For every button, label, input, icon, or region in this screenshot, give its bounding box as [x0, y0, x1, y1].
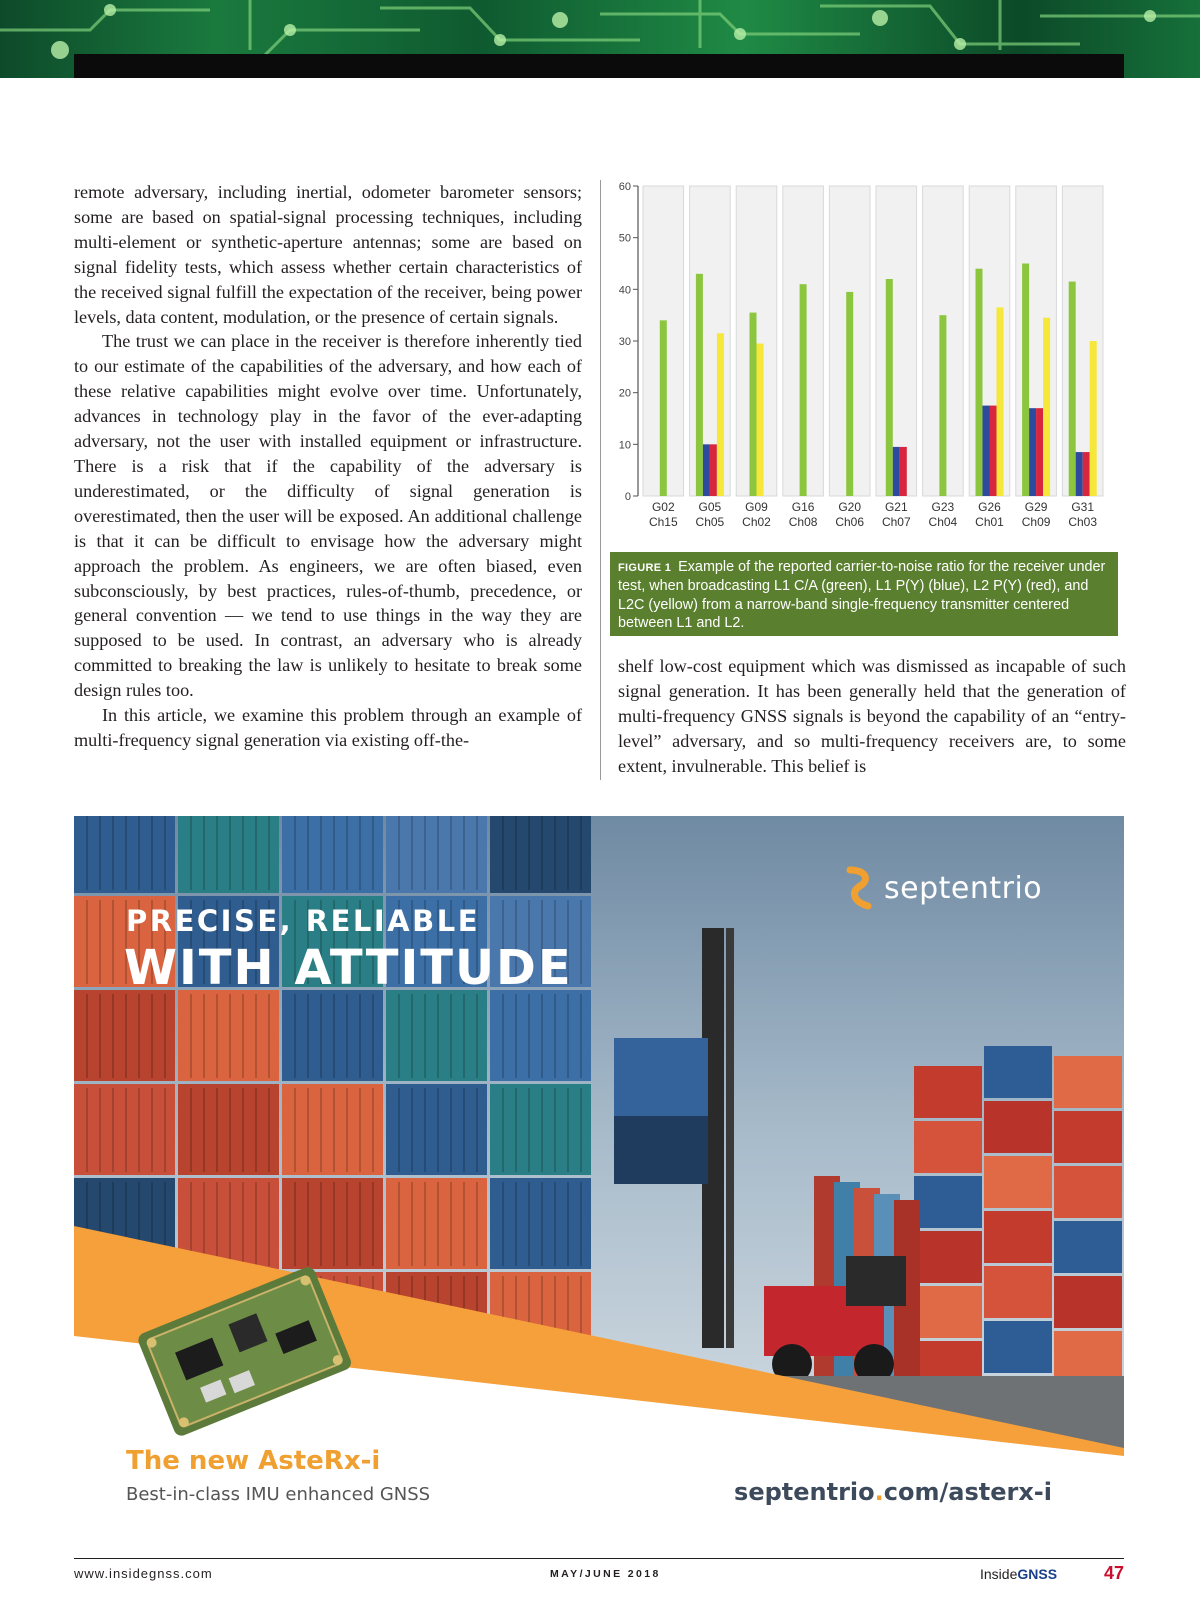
y-tick-label: 60 [618, 181, 631, 193]
footer-issue-date: MAY/JUNE 2018 [550, 1568, 661, 1580]
bar [1022, 264, 1029, 497]
shipping-container [386, 1178, 487, 1269]
shipping-container [74, 990, 175, 1081]
x-tick-label-satellite: G26 [978, 500, 1001, 514]
shipping-container [1054, 1331, 1122, 1383]
x-tick-label-satellite: G20 [838, 500, 862, 514]
header-black-bar [74, 54, 1124, 78]
y-tick-label: 50 [618, 232, 631, 245]
shipping-container [490, 1178, 591, 1269]
shipping-container [1054, 1166, 1122, 1218]
paragraph: remote adversary, including inertial, odometer barometer sensors; some are based on spatial-signal processing techniques, including multi-element or synthetic-aperture antennas; some are based on signal fidelity tests, which assess whether certain characteristics of the received signal fulfill the expectation of the receiver, being power levels, data content, modulation, or the presence of certain signals. [74, 182, 582, 327]
article-right-column [618, 654, 1126, 779]
shipping-container [178, 1084, 279, 1175]
septentrio-advertisement[interactable] [74, 816, 1124, 1538]
shipping-container [984, 1046, 1052, 1098]
paragraph: In this article, we examine this problem through an example of multi-frequency signal generation via existing off-the- [74, 705, 582, 750]
footer-website[interactable]: www.insidegnss.com [74, 1566, 213, 1581]
shipping-container [74, 1084, 175, 1175]
bar [997, 307, 1004, 496]
bar [893, 447, 900, 496]
bar [1029, 408, 1036, 496]
bar [1036, 408, 1043, 496]
shipping-container [386, 1084, 487, 1175]
chart-svg [610, 180, 1118, 550]
bar [990, 406, 997, 496]
bar [886, 279, 893, 496]
bar [717, 333, 724, 496]
shipping-container [74, 816, 175, 893]
bar [900, 447, 907, 496]
x-tick-label-satellite: G23 [931, 500, 955, 514]
figure-1 [610, 180, 1118, 636]
paragraph: shelf low-cost equipment which was dismissed as incapable of such signal generation. It has been generally held that the generation of multi-frequency GNSS signals is beyond the capability of an “entry-level” adversary, and so multi-frequency receivers are, to some extent, invulnerable. This belief is [618, 656, 1126, 776]
ad-url-dot: . [874, 1478, 884, 1506]
shipping-container [282, 816, 383, 893]
shipping-container [490, 990, 591, 1081]
footer-magazine-brand [980, 1566, 1057, 1582]
septentrio-logo[interactable] [844, 866, 1042, 910]
x-tick-label-satellite: G29 [1024, 500, 1048, 514]
bar [1076, 452, 1083, 496]
shipping-container [984, 1321, 1052, 1373]
x-tick-label-satellite: G05 [698, 500, 722, 514]
shipping-container [386, 816, 487, 893]
x-tick-label-channel: Ch09 [1021, 515, 1051, 529]
x-tick-label-channel: Ch08 [788, 515, 818, 529]
x-tick-label-channel: Ch06 [835, 515, 865, 529]
footer-brand-gnss: GNSS [1017, 1566, 1058, 1582]
bar [1083, 452, 1090, 496]
y-tick-label: 20 [618, 387, 631, 400]
x-tick-label-channel: Ch15 [648, 515, 678, 529]
shipping-container [914, 1286, 982, 1338]
bar [696, 274, 703, 496]
shipping-container [1054, 1276, 1122, 1328]
ad-url-path: com/asterx-i [883, 1478, 1052, 1506]
bar [1069, 282, 1076, 496]
paragraph: The trust we can place in the receiver is therefore inherently tied to our estimate of the capabilities of the adversary, and how each of these relative capabilities might evolve over time. Unfortunately, advances in technology play in the favor of the ever-adapting adversary, not the user with installed equipment or infrastructure. There is a risk that if the capability of the adversary is underestimated, or the difficulty of signal generation is overestimated, then the user will be exposed. An additional challenge is that it can be difficult to envisage how the adversary might approach the problem. As engineers, we are often biased, even subconsciously, by best practices, rules-of-thumb, precedence, or general convention — we tend to use things in the way they are supposed to be used. In contrast, an adversary who is already committed to breaking the law is unlikely to hesitate to break some design rules too. [74, 331, 582, 701]
bar [800, 284, 807, 496]
shipping-container [914, 1176, 982, 1228]
x-tick-label-satellite: G09 [745, 500, 768, 514]
shipping-container [1054, 1111, 1122, 1163]
y-tick-label: 30 [618, 336, 631, 348]
shipping-container [984, 1156, 1052, 1208]
bar [750, 313, 757, 496]
x-tick-label-satellite: G21 [884, 500, 908, 514]
x-tick-label-satellite: G31 [1071, 500, 1095, 514]
circuit-board-banner [0, 0, 1200, 78]
footer-rule [74, 1558, 1124, 1559]
x-tick-label-channel: Ch02 [742, 515, 771, 529]
shipping-container [914, 1066, 982, 1118]
x-tick-label-channel: Ch03 [1068, 515, 1098, 529]
septentrio-wordmark: septentrio [884, 870, 1043, 906]
shipping-container [1054, 1056, 1122, 1108]
shipping-container [914, 1231, 982, 1283]
bar [939, 315, 946, 496]
shipping-container [178, 990, 279, 1081]
shipping-container [282, 1084, 383, 1175]
bar [846, 292, 853, 496]
page-number: 47 [1104, 1563, 1125, 1583]
x-tick-label-channel: Ch07 [881, 515, 911, 529]
bar [976, 269, 983, 496]
septentrio-mark-icon [844, 866, 874, 910]
footer-brand-inside: Inside [980, 1566, 1018, 1582]
bar [1043, 318, 1050, 496]
bar [757, 344, 764, 496]
shipping-container [178, 816, 279, 893]
ad-tagline-line1: PRECISE, RELIABLE [126, 904, 481, 938]
figure-label: FIGURE 1 [618, 562, 672, 574]
figure-caption [610, 552, 1118, 636]
column-divider [600, 180, 601, 780]
cn0-bar-chart [610, 180, 1118, 550]
ad-product-subtitle: Best-in-class IMU enhanced GNSS [126, 1484, 431, 1505]
bar [983, 406, 990, 496]
x-tick-label-channel: Ch05 [695, 515, 725, 529]
x-tick-label-channel: Ch01 [975, 515, 1004, 529]
shipping-container [984, 1211, 1052, 1263]
article-left-column [74, 180, 582, 753]
shipping-container [984, 1266, 1052, 1318]
category-panel [1062, 186, 1103, 496]
shipping-container [984, 1101, 1052, 1153]
y-tick-label: 40 [618, 284, 631, 297]
y-tick-label: 0 [624, 491, 631, 503]
shipping-container [914, 1121, 982, 1173]
x-tick-label-channel: Ch04 [928, 515, 958, 529]
figure-caption-text: Example of the reported carrier-to-noise ratio for the receiver under test, when broadcasting L1 C/A (green), L1 P(Y) (blue), L2 P(Y) (red), and L2C (yellow) from a narrow-band single-frequency transmitter centered between L1 and L2. [618, 559, 1106, 632]
x-tick-label-satellite: G02 [651, 500, 675, 514]
ad-product-name: The new AsteRx-i [126, 1446, 381, 1476]
ad-tagline-line2: WITH ATTITUDE [124, 940, 573, 996]
shipping-container [282, 1178, 383, 1269]
bar [710, 444, 717, 496]
shipping-container [282, 990, 383, 1081]
bar [703, 444, 710, 496]
shipping-container [490, 1084, 591, 1175]
shipping-container [490, 816, 591, 893]
ad-url-domain: septentrio [734, 1478, 875, 1506]
x-tick-label-satellite: G16 [791, 500, 815, 514]
y-tick-label: 10 [618, 439, 631, 452]
bar [1090, 341, 1097, 496]
bar [660, 320, 667, 496]
shipping-container [1054, 1221, 1122, 1273]
shipping-container [386, 990, 487, 1081]
ad-url-link[interactable] [734, 1478, 1052, 1506]
